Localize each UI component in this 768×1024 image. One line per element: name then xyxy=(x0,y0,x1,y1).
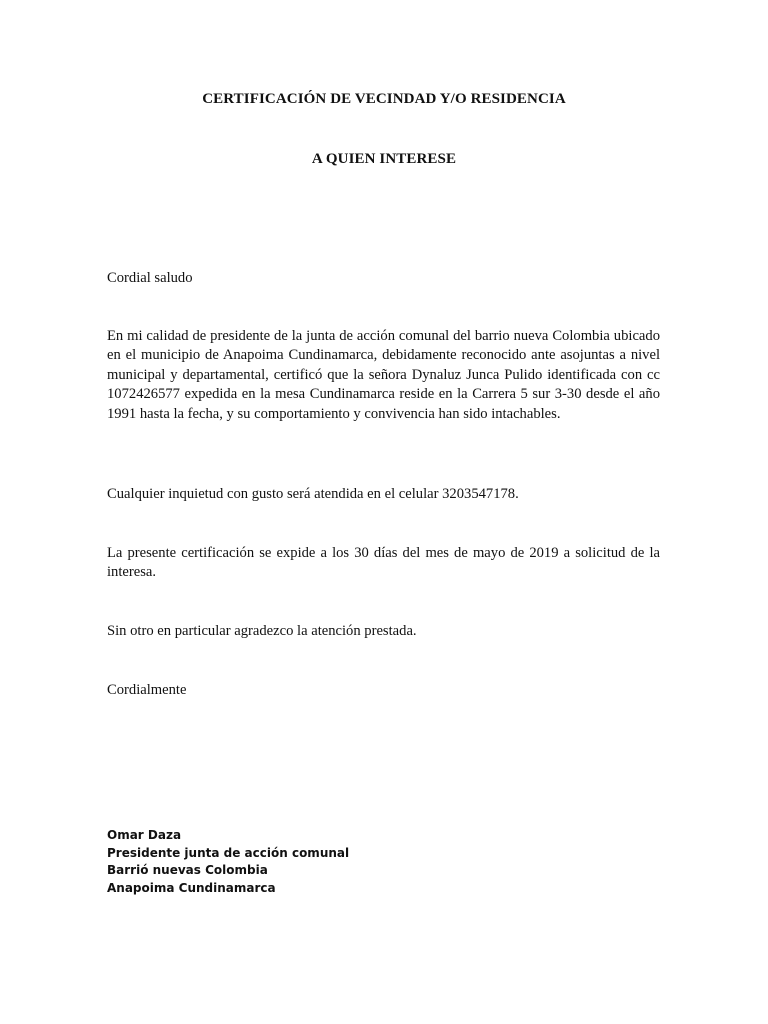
signature-block xyxy=(107,827,349,897)
signer-neighborhood: Barrió nuevas Colombia xyxy=(107,863,268,877)
certification-paragraph: En mi calidad de presidente de la junta de acción comunal del barrio nueva Colombia ubicado en el municipio de Anapoima Cundinamarca, debidamente reconocido ante asojuntas a nivel municipal y departamental, certificó que la señora Dynaluz Junca Pulido identificada con cc 1072426577 expedida en la mesa Cundinamarca reside en la Carrera 5 sur 3-30 desde el año 1991 hasta la fecha, y su comportamiento y convivencia han sido intachables. xyxy=(107,328,660,422)
inquiry-paragraph: Cualquier inquietud con gusto será atendida en el celular 3203547178. xyxy=(107,486,519,502)
document-subtitle: A QUIEN INTERESE xyxy=(311,151,457,167)
issue-statement: La presente certificación se expide a los 30 días del mes de mayo de 2019 a solicitud de la interesa. xyxy=(107,545,660,581)
signer-location: Anapoima Cundinamarca xyxy=(107,880,276,895)
closing: Cordialmente xyxy=(107,682,187,698)
document-title: CERTIFICACIÓN DE VECINDAD Y/O RESIDENCIA xyxy=(202,91,566,107)
signer-name: Omar Daza xyxy=(107,828,182,842)
greeting: Cordial saludo xyxy=(107,270,193,286)
signer-role: Presidente junta de acción comunal xyxy=(107,845,350,860)
thanks-paragraph: Sin otro en particular agradezco la atención prestada. xyxy=(107,623,417,639)
